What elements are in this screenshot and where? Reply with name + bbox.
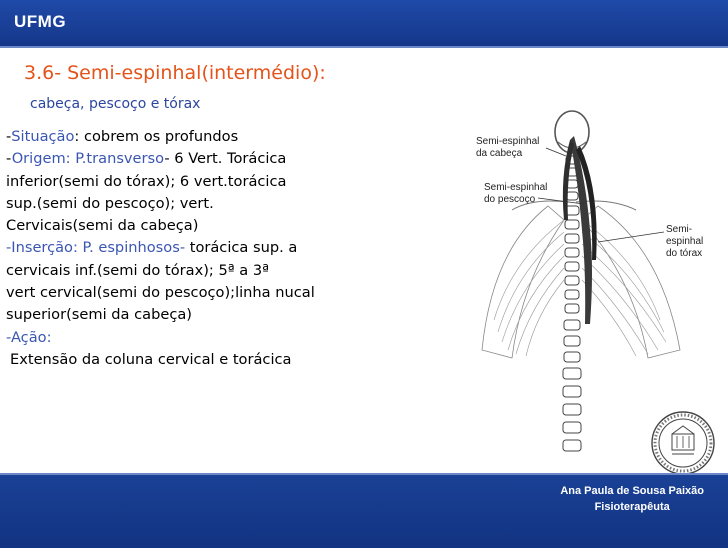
origem-label: Origem: P.transverso [11, 150, 165, 168]
label-semi-pescoco: Semi-espinhal do pescoço [484, 182, 548, 205]
insercao-text-2: cervicais inf.(semi do tórax); 5ª a 3ª [6, 261, 270, 279]
insercao-line: -Inserção: P. espinhosos- torácica sup. a [6, 239, 298, 257]
header-bar [0, 0, 728, 48]
origem-text-3: sup.(semi do pescoço); vert. [6, 194, 214, 212]
situacao-text: : cobrem os profundos [74, 128, 239, 145]
footer-bar [0, 473, 728, 548]
label-semi-torax: Semi-espinhal do tórax [666, 224, 704, 259]
acao-label: Ação: [10, 328, 52, 346]
acao-text: Extensão da coluna cervical e torácica [10, 350, 292, 368]
origem-text-2: inferior(semi do tórax); 6 vert.torácica [6, 172, 287, 190]
origem-text-4: Cervicais(semi da cabeça) [6, 217, 199, 235]
author-role: Fisioterapêuta [594, 501, 670, 513]
insercao-label: Inserção: P. espinhosos- [11, 239, 190, 257]
slide-subtitle: cabeça, pescoço e tórax [30, 96, 201, 112]
origem-text-1: - 6 Vert. Torácica [164, 150, 287, 168]
author-name: Ana Paula de Sousa Paixão [560, 485, 704, 497]
acao-line: -Ação: [6, 328, 52, 346]
university-seal-icon [650, 410, 716, 476]
footer-author [560, 483, 704, 515]
brand-label: UFMG [14, 12, 67, 31]
slide-title: 3.6- Semi-espinhal(intermédio): [24, 62, 326, 84]
origem-line: -Origem: P.transverso- 6 Vert. Torácica [6, 150, 287, 168]
label-semi-cabeca: Semi-espinhal da cabeça [476, 136, 540, 159]
situacao-line: -Situação: cobrem os profundos [6, 128, 239, 145]
situacao-label: Situação [11, 128, 75, 145]
slide-body [6, 126, 376, 371]
insercao-text-1: torácica sup. a [189, 239, 298, 257]
insercao-text-4: superior(semi da cabeça) [6, 306, 192, 324]
insercao-text-3: vert cervical(semi do pescoço);linha nucal [6, 284, 315, 302]
